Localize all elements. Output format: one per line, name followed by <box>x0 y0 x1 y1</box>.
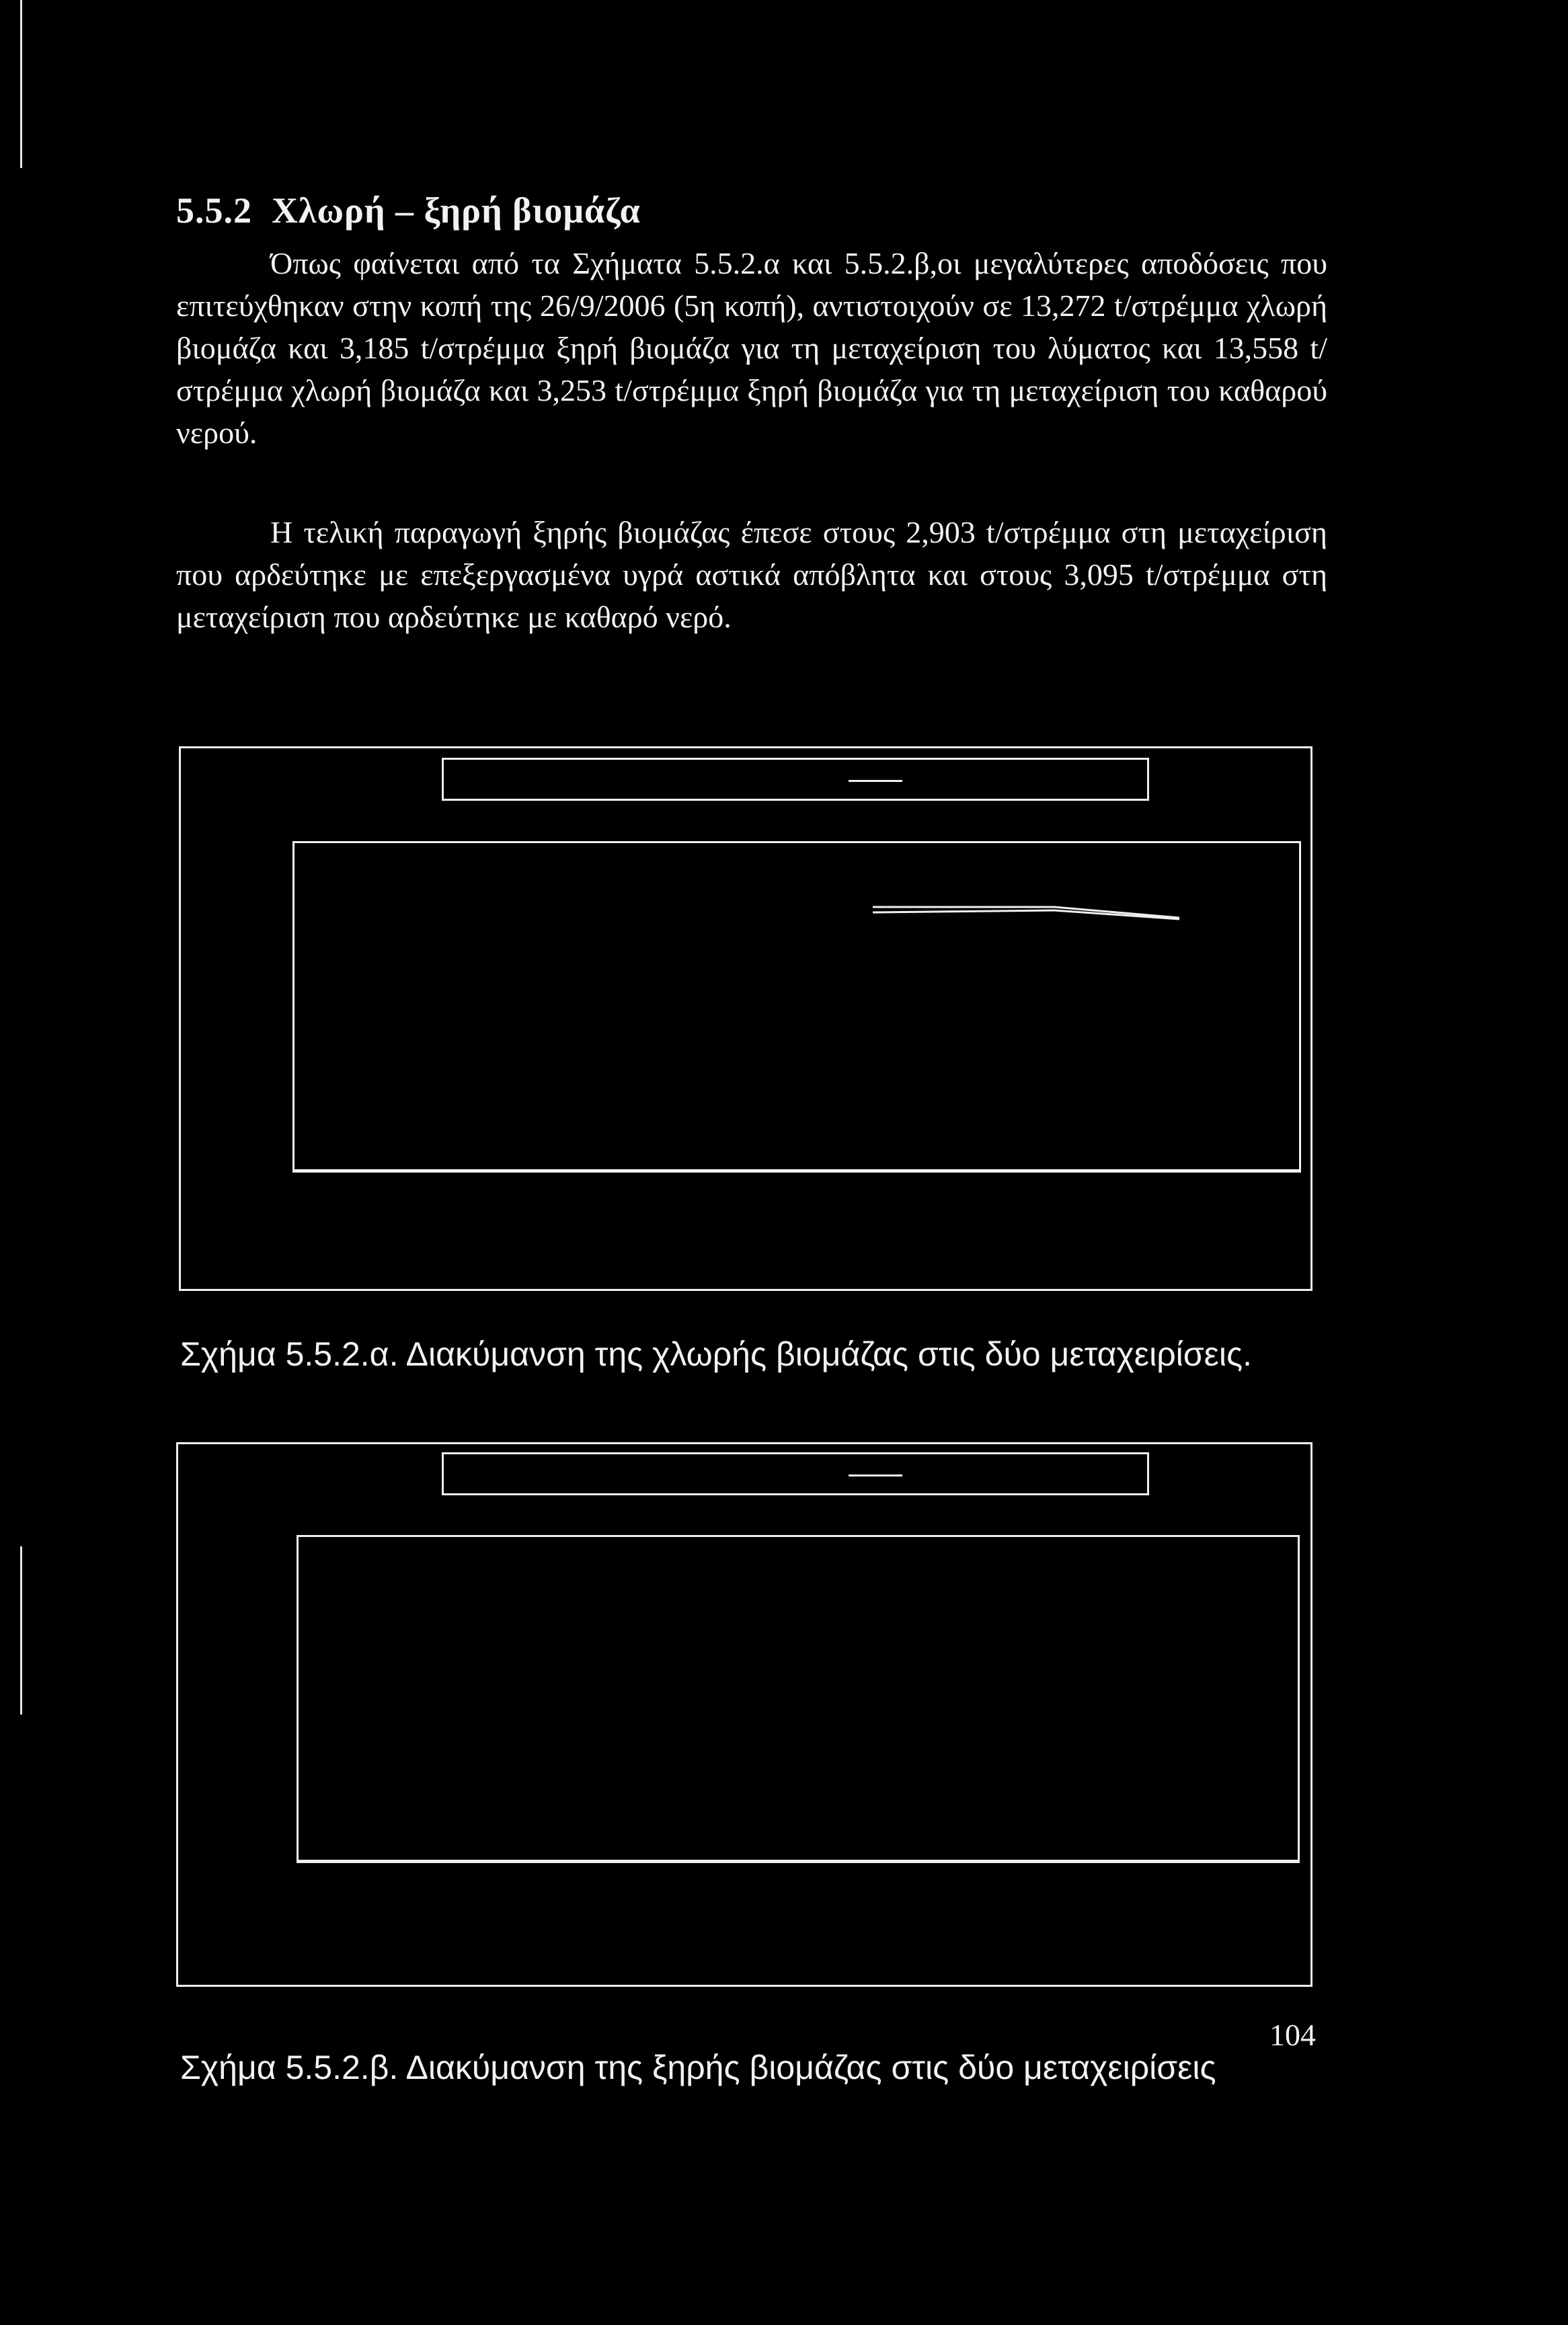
section-title: Χλωρή – ξηρή βιομάζα <box>272 190 641 231</box>
scan-edge-line-top <box>20 0 22 168</box>
figure-b-plot-area <box>297 1535 1300 1863</box>
body-paragraph-2 <box>176 511 1327 638</box>
section-heading <box>176 190 641 231</box>
figure-a-series-line-2 <box>873 910 1054 912</box>
figure-b-caption: Σχήμα 5.5.2.β. Διακύμανση της ξηρής βιομάζας στις δύο μεταχειρίσεις <box>180 2049 1216 2086</box>
scan-edge-line-lower <box>20 1546 22 1715</box>
figure-a-plot-area <box>292 841 1301 1173</box>
section-number: 5.5.2 <box>176 190 252 231</box>
body-paragraph-1 <box>176 242 1327 454</box>
paragraph-1-text: Όπως φαίνεται από τα Σχήματα 5.5.2.α και 5.5.2.β,οι μεγαλύτερες αποδόσεις που επιτεύχθηκαν στην κοπή της 26/9/2006 (5η κοπή), αντιστοιχούν σε 13,272 t/στρέμμα χλωρή βιομάζα και 3,185 t/στρέμμα ξηρή βιομάζα για τη μεταχείριση του λύματος και 13,558 t/στρέμμα χλωρή βιομάζα και 3,253 t/στρέμμα ξηρή βιομάζα για τη μεταχείριση του καθαρού νερού. <box>176 246 1327 450</box>
paragraph-2-text: Η τελική παραγωγή ξηρής βιομάζας έπεσε στους 2,903 t/στρέμμα στη μεταχείριση που αρδεύτηκε με επεξεργασμένα υγρά αστικά απόβλητα και στους 3,095 t/στρέμμα στη μεταχείριση που αρδεύτηκε με καθαρό νερό. <box>176 515 1327 634</box>
figure-b-chart-frame <box>176 1442 1312 1987</box>
figure-b-legend-box <box>442 1452 1149 1495</box>
figure-b-legend-line-marker <box>849 1474 902 1476</box>
figure-a-series-lines <box>295 843 1303 1175</box>
page-number: 104 <box>1269 2018 1316 2052</box>
figure-a-legend-line-marker <box>849 780 902 782</box>
figure-a-caption: Σχήμα 5.5.2.α. Διακύμανση της χλωρής βιομάζας στις δύο μεταχειρίσεις. <box>180 1335 1252 1373</box>
figure-a-chart-frame <box>179 746 1312 1291</box>
figure-a-legend-box <box>442 758 1149 801</box>
